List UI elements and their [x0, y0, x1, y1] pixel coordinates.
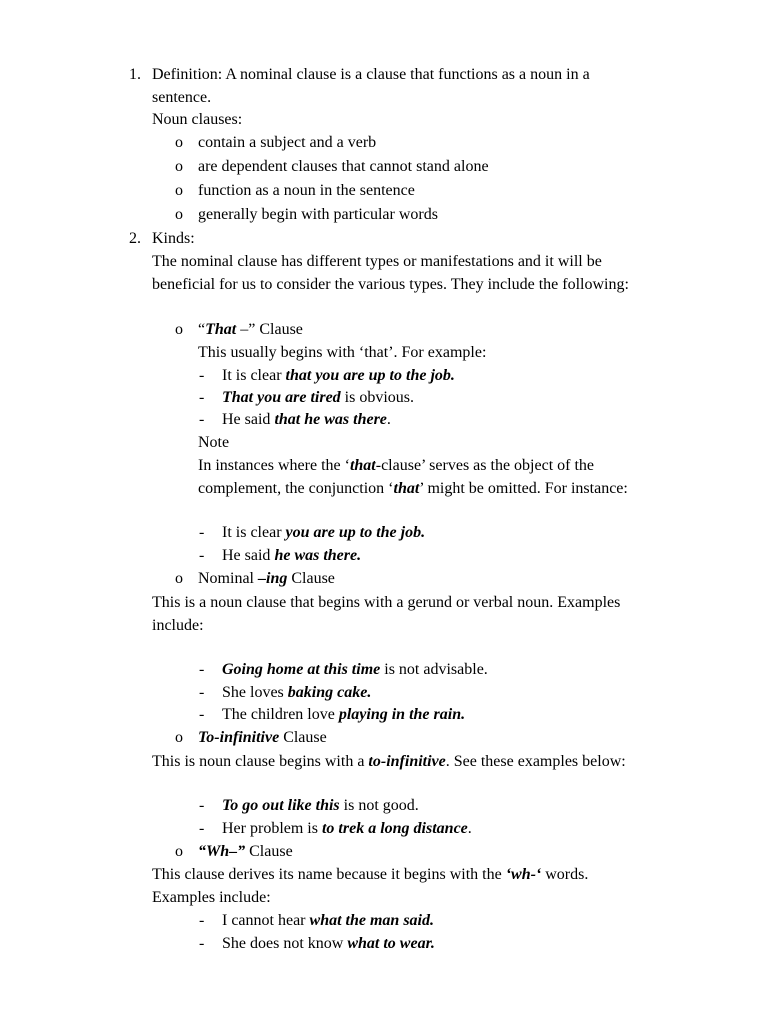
- that-clause-intro: This usually begins with ‘that’. For example:: [198, 344, 487, 361]
- dash-marker: -: [199, 706, 205, 723]
- note-line-2: complement, the conjunction ‘that’ might be omitted. For instance:: [198, 480, 628, 497]
- dash-marker: -: [199, 797, 205, 814]
- bullet-marker: o: [175, 321, 183, 338]
- list-number-1: 1.: [129, 66, 141, 83]
- dash-marker: -: [199, 684, 205, 701]
- noun-clause-point: contain a subject and a verb: [198, 134, 377, 151]
- note-line-1: In instances where the ‘that-clause’ serves as the object of the: [198, 457, 595, 474]
- example-line: It is clear that you are up to the job.: [222, 367, 455, 384]
- dash-marker: -: [199, 820, 205, 837]
- ing-clause-intro-line-1: This is a noun clause that begins with a gerund or verbal noun. Examples: [152, 594, 621, 611]
- dash-marker: -: [199, 367, 205, 384]
- example-line: She loves baking cake.: [222, 684, 372, 701]
- example-line: I cannot hear what the man said.: [222, 912, 434, 929]
- bullet-marker: o: [175, 158, 183, 175]
- bullet-marker: o: [175, 206, 183, 223]
- bullet-marker: o: [175, 729, 183, 746]
- example-line: That you are tired is obvious.: [222, 389, 415, 406]
- ing-clause-title: Nominal –ing Clause: [198, 570, 335, 587]
- bullet-marker: o: [175, 134, 183, 151]
- dash-marker: -: [199, 912, 205, 929]
- wh-clause-title: “Wh–” Clause: [198, 843, 293, 860]
- bullet-marker: o: [175, 182, 183, 199]
- infinitive-clause-intro: This is noun clause begins with a to-infinitive. See these examples below:: [152, 753, 626, 770]
- example-line: He said he was there.: [222, 547, 362, 564]
- ing-clause-intro-line-2: include:: [152, 617, 204, 634]
- dash-marker: -: [199, 389, 205, 406]
- kinds-intro-line-1: The nominal clause has different types or manifestations and it will be: [152, 253, 602, 270]
- list-number-2: 2.: [129, 230, 141, 247]
- noun-clauses-label: Noun clauses:: [152, 111, 243, 128]
- noun-clause-point: generally begin with particular words: [198, 206, 438, 223]
- bullet-marker: o: [175, 843, 183, 860]
- kinds-intro-line-2: beneficial for us to consider the various types. They include the following:: [152, 276, 629, 293]
- noun-clause-point: are dependent clauses that cannot stand alone: [198, 158, 489, 175]
- wh-clause-intro-line-2: Examples include:: [152, 889, 271, 906]
- example-line: To go out like this is not good.: [222, 797, 419, 814]
- dash-marker: -: [199, 661, 205, 678]
- dash-marker: -: [199, 547, 205, 564]
- example-line: He said that he was there.: [222, 411, 391, 428]
- infinitive-clause-title: To-infinitive Clause: [198, 729, 327, 746]
- example-line: Going home at this time is not advisable.: [222, 661, 488, 678]
- dash-marker: -: [199, 524, 205, 541]
- example-line: The children love playing in the rain.: [222, 706, 466, 723]
- example-line: It is clear you are up to the job.: [222, 524, 426, 541]
- noun-clause-point: function as a noun in the sentence: [198, 182, 415, 199]
- kinds-heading: Kinds:: [152, 230, 195, 247]
- dash-marker: -: [199, 411, 205, 428]
- definition-line-1: Definition: A nominal clause is a clause that functions as a noun in a: [152, 66, 590, 83]
- wh-clause-intro-line-1: This clause derives its name because it begins with the ‘wh-‘ words.: [152, 866, 589, 883]
- dash-marker: -: [199, 935, 205, 952]
- that-clause-title: “That –” Clause: [198, 321, 303, 338]
- definition-line-2: sentence.: [152, 89, 212, 106]
- bullet-marker: o: [175, 570, 183, 587]
- example-line: She does not know what to wear.: [222, 935, 435, 952]
- example-line: Her problem is to trek a long distance.: [222, 820, 472, 837]
- note-label: Note: [198, 434, 230, 451]
